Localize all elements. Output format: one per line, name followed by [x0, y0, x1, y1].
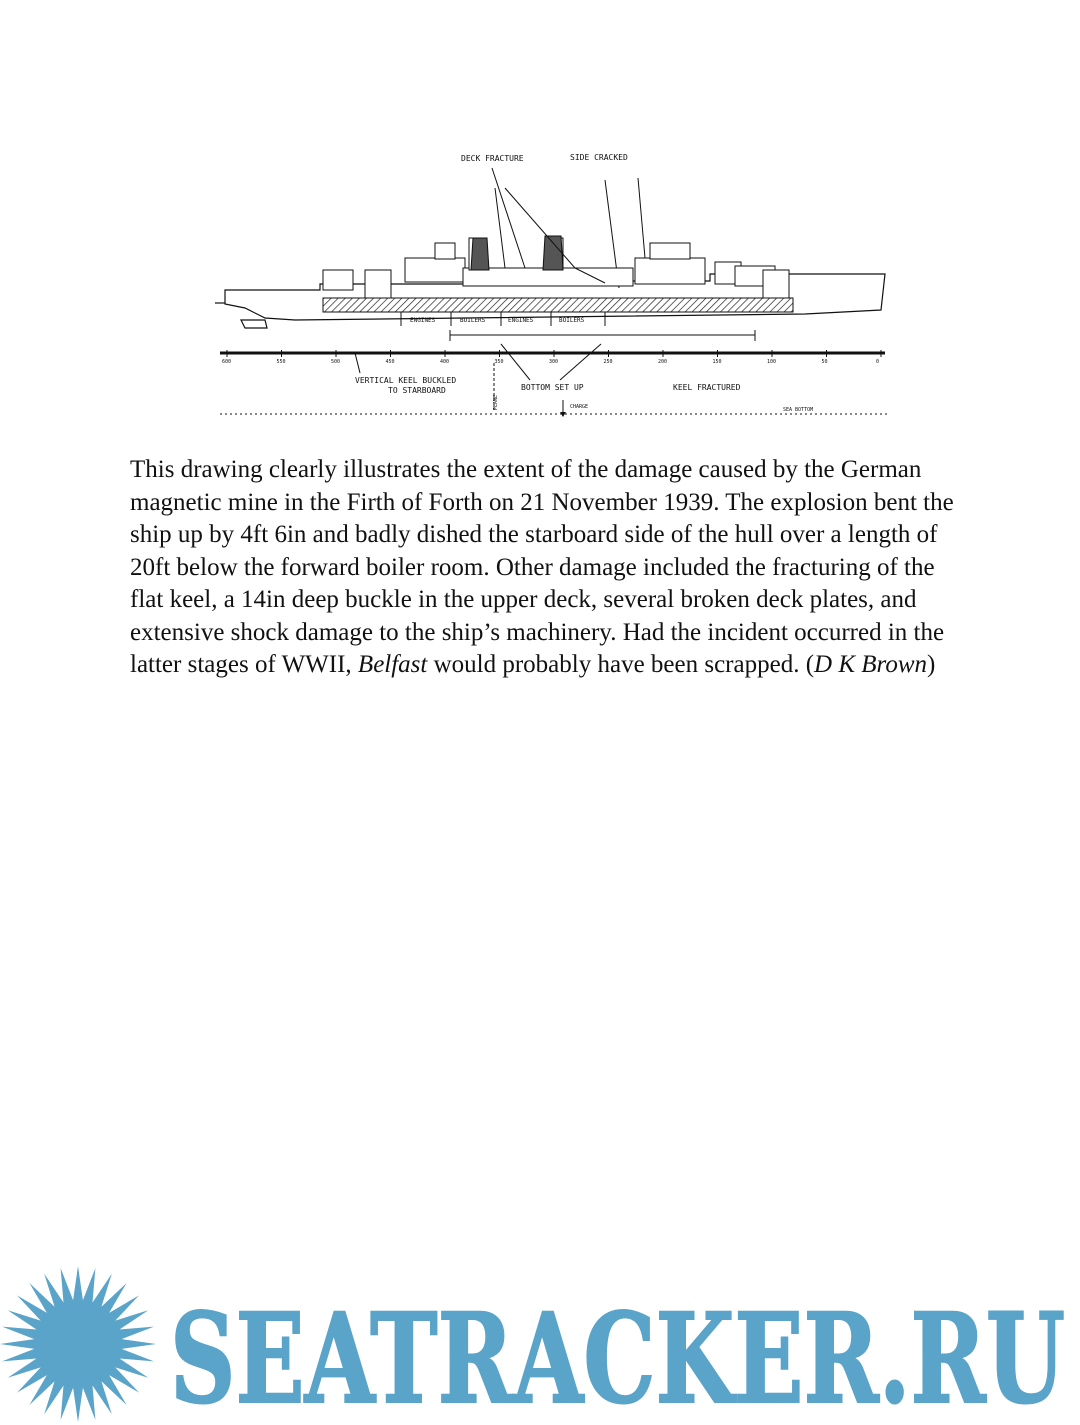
funnels: [471, 236, 563, 270]
compartment-row: [401, 312, 605, 326]
scale-tick-label: 400: [440, 359, 450, 365]
caption-text-end: would probably have been scrapped. (: [427, 651, 815, 678]
side-cracked-label: SIDE CRACKED: [570, 153, 628, 162]
keel-fractured-label: KEEL FRACTURED: [673, 383, 741, 392]
damaged-bottom-band: [323, 298, 793, 312]
scale-tick-label: 200: [658, 359, 668, 365]
masts: [495, 178, 645, 283]
compartment-label: BOILERS: [460, 317, 486, 324]
photo-credit: D K Brown: [814, 651, 928, 678]
scale-tick-label: 0: [876, 359, 880, 365]
seatracker-watermark: [0, 1262, 1080, 1425]
compartment-label: ENGINES: [410, 317, 436, 324]
watermark-text: SEATRACKER.RU: [170, 1287, 1065, 1425]
caption-close-paren: ): [927, 651, 936, 678]
sea-bottom-label: SEA BOTTOM: [783, 407, 814, 413]
keel-fractured-bracket: [450, 330, 755, 341]
scale-tick-label: 450: [385, 359, 395, 365]
scale-tick-label: 150: [712, 359, 722, 365]
charge-plane-label: PLANE: [493, 394, 499, 410]
caption-text: This drawing clearly illustrates the extent of the damage caused by the German magnetic mine in the Firth of Forth on 21 November 1939. The explosion bent the ship up by 4ft 6in and badly dished the starboard side of the hull over a length of 20ft below the forward boiler room. Other damage included the fracturing of the flat keel, a 14in deep buckle in the upper deck, several broken deck plates, and extensive shock damage to the ship’s machinery. Had the incident occurred in the latter stages of WWII,: [130, 456, 954, 678]
scale-tick-label: 250: [603, 359, 613, 365]
scale-tick-label: 350: [494, 359, 504, 365]
ship-damage-drawing: [205, 148, 895, 423]
scale-tick-label: 600: [222, 359, 232, 365]
vertical-keel-label-1: VERTICAL KEEL BUCKLED: [355, 376, 457, 385]
figure-caption: [130, 454, 970, 682]
charge-label: CHARGE: [570, 404, 589, 410]
compartment-label: ENGINES: [508, 317, 534, 324]
sun-logo-icon: [0, 1266, 156, 1422]
vertical-keel-label-2: TO STARBOARD: [388, 386, 446, 395]
scale-tick-label: 500: [331, 359, 341, 365]
deck-fracture-leader: [492, 168, 525, 268]
deck-fracture-label: DECK FRACTURE: [461, 154, 524, 163]
scale-tick-label: 300: [549, 359, 559, 365]
scale-tick-label: 100: [767, 359, 777, 365]
bottom-set-up-label: BOTTOM SET UP: [521, 383, 584, 392]
compartment-label: BOILERS: [559, 317, 585, 324]
scale-tick-label: 50: [821, 359, 828, 365]
vertical-keel-leader: [355, 353, 360, 373]
ship-name: Belfast: [357, 651, 428, 678]
scale-tick-label: 550: [276, 359, 286, 365]
